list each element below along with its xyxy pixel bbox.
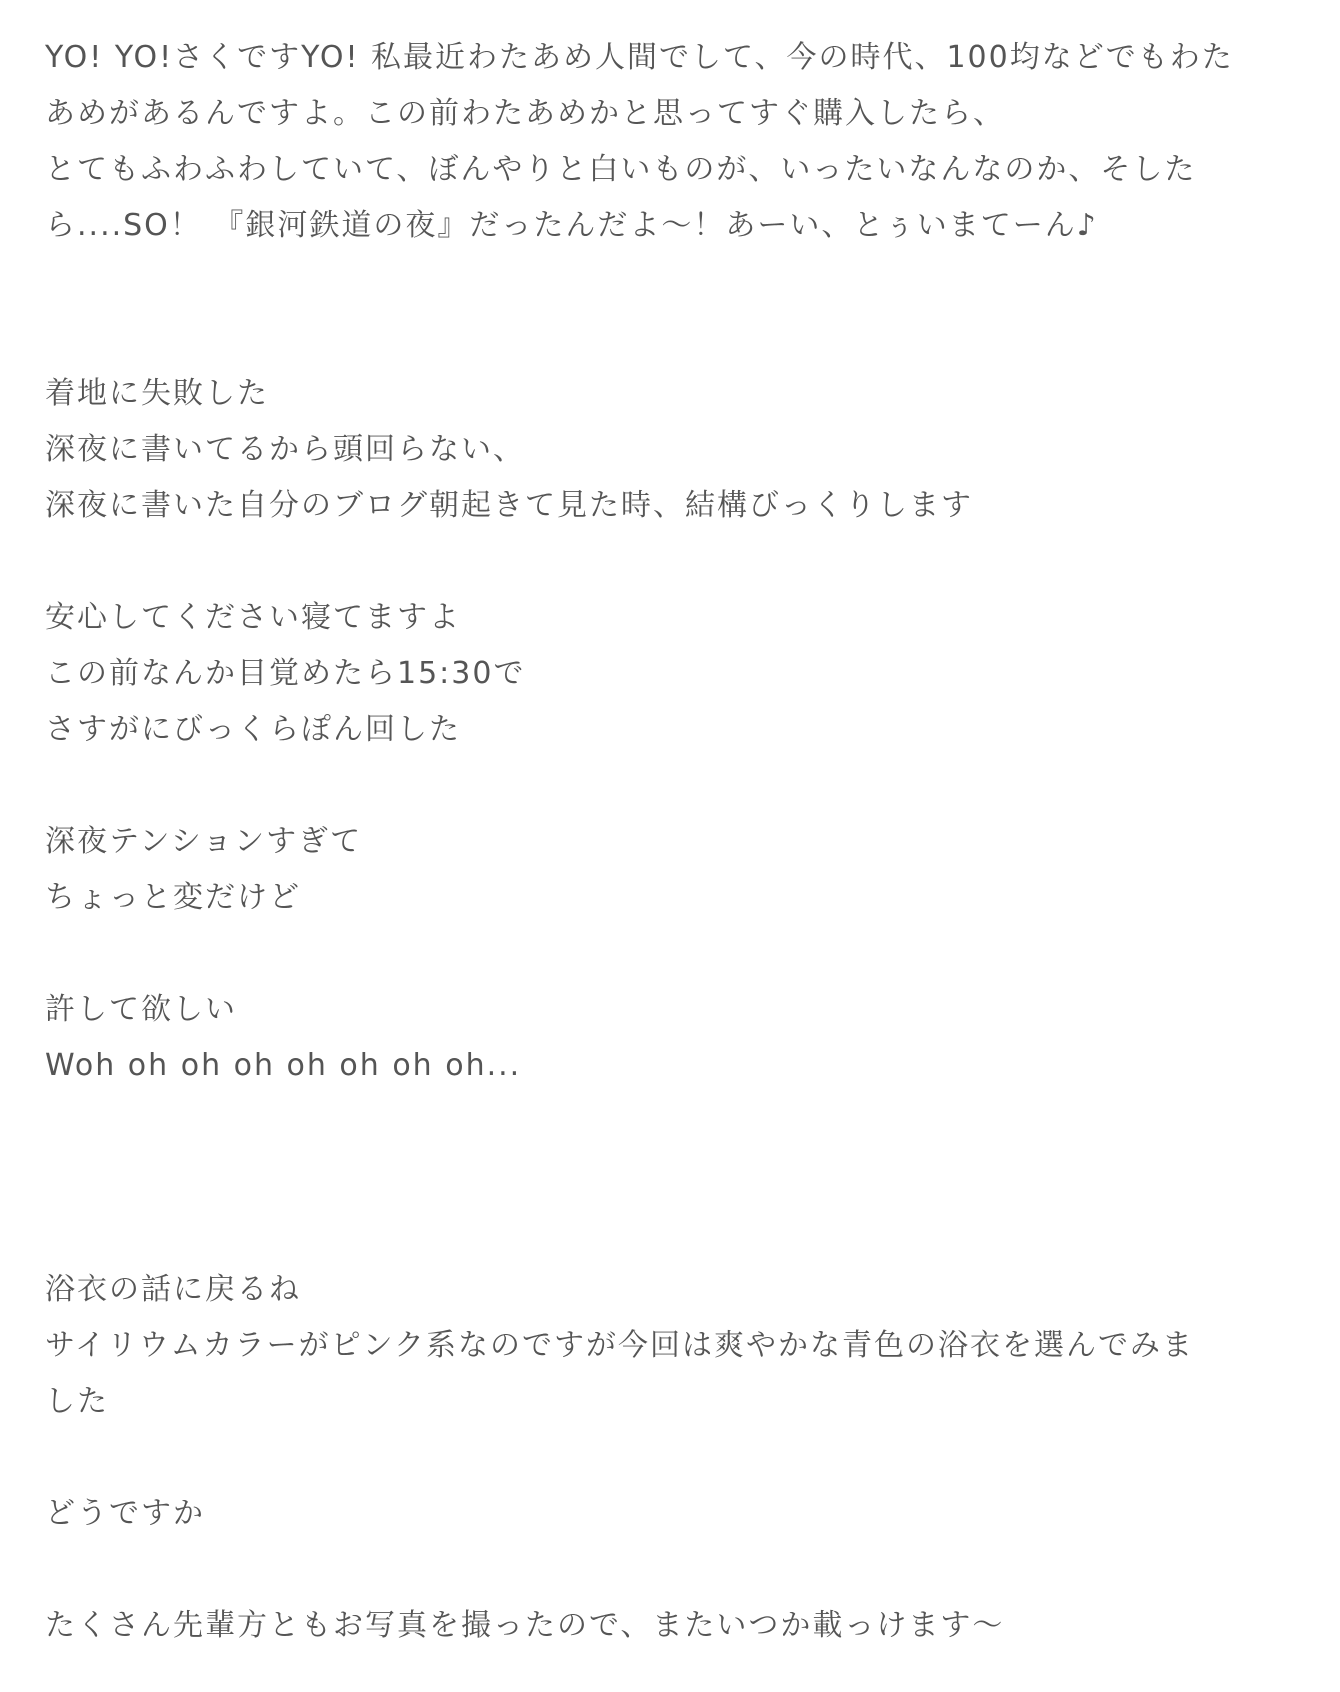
text-line: 安心してください寝てますよ bbox=[45, 600, 461, 635]
text-line: 深夜テンションすぎて bbox=[45, 824, 363, 859]
spacer bbox=[45, 758, 1275, 814]
text-line: とてもふわふわしていて、ぼんやりと白いものが、いったいなんなのか、そした bbox=[45, 152, 1197, 187]
text-line: 深夜に書いてるから頭回らない、 bbox=[45, 432, 525, 467]
spacer bbox=[45, 1430, 1275, 1486]
text-line: ら....SO！ 『銀河鉄道の夜』だったんだよ〜！あーい、とぅいまてーん♪ bbox=[45, 208, 1098, 243]
text-line: サイリウムカラーがピンク系なのですが今回は爽やかな青色の浴衣を選んでみま bbox=[45, 1328, 1194, 1363]
text-line: Woh oh oh oh oh oh oh oh... bbox=[45, 1048, 522, 1083]
text-line: 着地に失敗した bbox=[45, 376, 269, 411]
spacer bbox=[45, 254, 1275, 366]
text-line: した bbox=[45, 1384, 109, 1419]
spacer bbox=[45, 534, 1275, 590]
text-line: どうですか bbox=[45, 1496, 205, 1531]
spacer bbox=[45, 926, 1275, 982]
text-line: たくさん先輩方ともお写真を撮ったので、またいつか載っけます〜 bbox=[45, 1608, 1005, 1643]
paragraph-question bbox=[45, 1486, 1275, 1542]
spacer bbox=[45, 1094, 1275, 1262]
paragraph-yukata bbox=[45, 1262, 1275, 1430]
blog-post-body bbox=[45, 30, 1275, 1654]
text-line: 許して欲しい bbox=[45, 992, 237, 1027]
paragraph-photos bbox=[45, 1598, 1275, 1654]
text-line: 浴衣の話に戻るね bbox=[45, 1272, 301, 1307]
paragraph-forgive bbox=[45, 982, 1275, 1094]
text-line: さすがにびっくらぽん回した bbox=[45, 712, 461, 747]
paragraph-landing bbox=[45, 366, 1275, 534]
text-line: あめがあるんですよ。この前わたあめかと思ってすぐ購入したら、 bbox=[45, 96, 1005, 131]
paragraph-sleep bbox=[45, 590, 1275, 758]
text-line: 深夜に書いた自分のブログ朝起きて見た時、結構びっくりします bbox=[45, 488, 973, 523]
paragraph-tension bbox=[45, 814, 1275, 926]
text-line: この前なんか目覚めたら15:30で bbox=[45, 656, 526, 691]
text-line: YO! YO!さくですYO! 私最近わたあめ人間でして、今の時代、100均などでもわた bbox=[45, 40, 1234, 75]
text-line: ちょっと変だけど bbox=[45, 880, 301, 915]
spacer bbox=[45, 1542, 1275, 1598]
paragraph-intro bbox=[45, 30, 1275, 254]
